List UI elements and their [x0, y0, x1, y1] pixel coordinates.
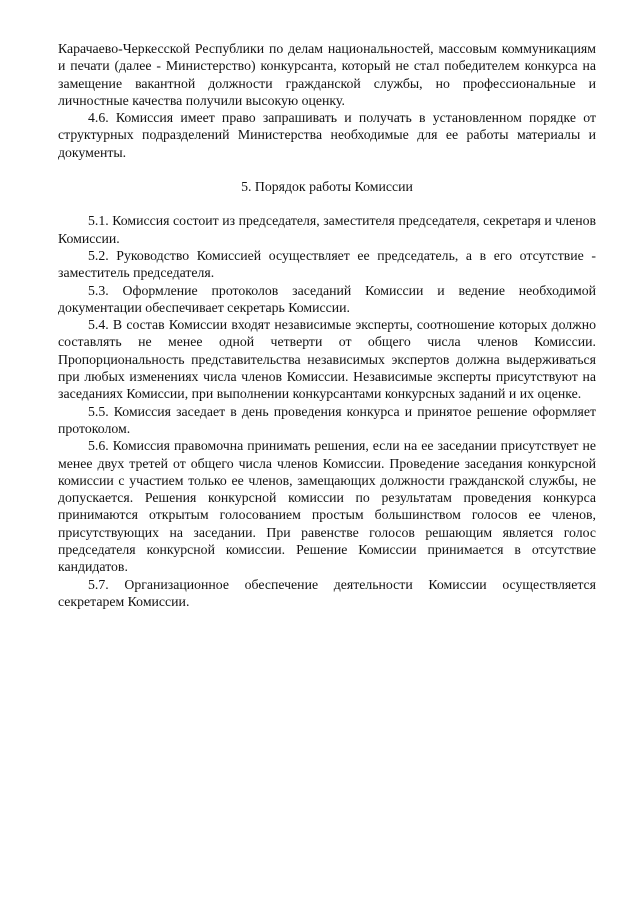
clause-5-3: 5.3. Оформление протоколов заседаний Комиссии и ведение необходимой документации обеспечивает секретарь Комиссии. — [58, 282, 596, 315]
clause-4-6: 4.6. Комиссия имеет право запрашивать и получать в установленном порядке от структурных подразделений Министерства необходимые для ее работы материалы и документы. — [58, 110, 596, 160]
clause-5-5: 5.5. Комиссия заседает в день проведения конкурса и принятое решение оформляет протоколом. — [58, 403, 596, 436]
clause-5-1: 5.1. Комиссия состоит из председателя, заместителя председателя, секретаря и членов Комиссии. — [58, 213, 596, 246]
section-5-heading: 5. Порядок работы Комиссии — [241, 179, 413, 195]
document-body — [58, 40, 596, 610]
clause-5-2: 5.2. Руководство Комиссией осуществляет ее председатель, а в его отсутствие - заместитель председателя. — [58, 247, 596, 281]
clause-5-7: 5.7. Организационное обеспечение деятельности Комиссии осуществляется секретарем Комиссии. — [58, 576, 596, 609]
clause-5-6: 5.6. Комиссия правомочна принимать решения, если на ее заседании присутствует не менее двух третей от общего числа членов Комиссии. Проведение заседания конкурсной комиссии с участием только ее членов, замещающих должности гражданской службы, не допускается. Решения конкурсной комиссии по результатам проведения конкурса принимаются открытым голосованием простым большинством голосов ее членов, присутствующих на заседании. При равенстве голосов решающим является голос председателя конкурсной комиссии. Решение Комиссии принимается в отсутствие кандидатов. — [58, 438, 596, 575]
intro-paragraph: Карачаево-Черкесской Республики по делам национальностей, массовым коммуникациям и печати (далее - Министерство) конкурсанта, который не стал победителем конкурса на замещение вакантной должности гражданской службы, но профессиональные и личностные качества получили высокую оценку. — [58, 41, 596, 108]
clause-5-4: 5.4. В состав Комиссии входят независимые эксперты, соотношение которых должно составлять не менее одной четверти от общего числа членов Комиссии. Пропорциональность представительства независимых экспертов должна выдерживаться при любых изменениях числа членов Комиссии. Независимые эксперты присутствуют на заседаниях Комиссии, при выполнении конкурсантами конкурсных заданий и их оценке. — [58, 317, 596, 402]
